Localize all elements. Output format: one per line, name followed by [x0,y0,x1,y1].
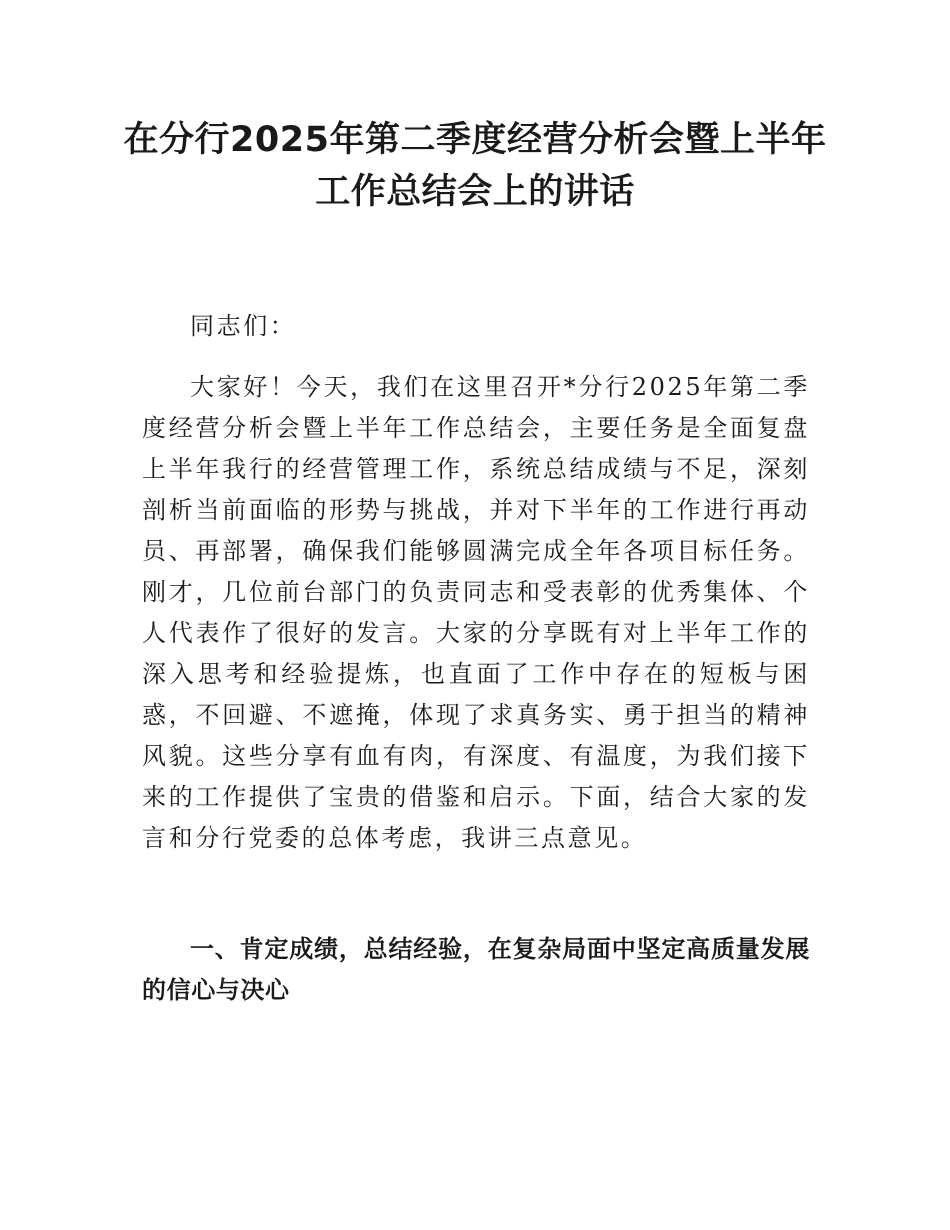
title-line-1: 在分行2025年第二季度经营分析会暨上半年 [123,120,827,160]
document-title [120,114,830,218]
section-heading-1: 一、肯定成绩，总结经验，在复杂局面中坚定高质量发展的信心与决心 [142,935,810,1004]
salutation: 同志们： [190,312,297,340]
opening-paragraph: 大家好！今天，我们在这里召开*分行2025年第二季度经营分析会暨上半年工作总结会，主要任务是全面复盘上半年我行的经营管理工作，系统总结成绩与不足，深刻剖析当前面临的形势与挑战，并对下半年的工作进行再动员、再部署，确保我们能够圆满完成全年各项目标任务。刚才，几位前台部门的负责同志和受表彰的优秀集体、个人代表作了很好的发言。大家的分享既有对上半年工作的深入思考和经验提炼，也直面了工作中存在的短板与困惑，不回避、不遮掩，体现了求真务实、勇于担当的精神风貌。这些分享有血有肉，有深度、有温度，为我们接下来的工作提供了宝贵的借鉴和启示。下面，结合大家的发言和分行党委的总体考虑，我讲三点意见。 [142,373,810,852]
title-line-2: 工作总结会上的讲话 [315,172,635,212]
